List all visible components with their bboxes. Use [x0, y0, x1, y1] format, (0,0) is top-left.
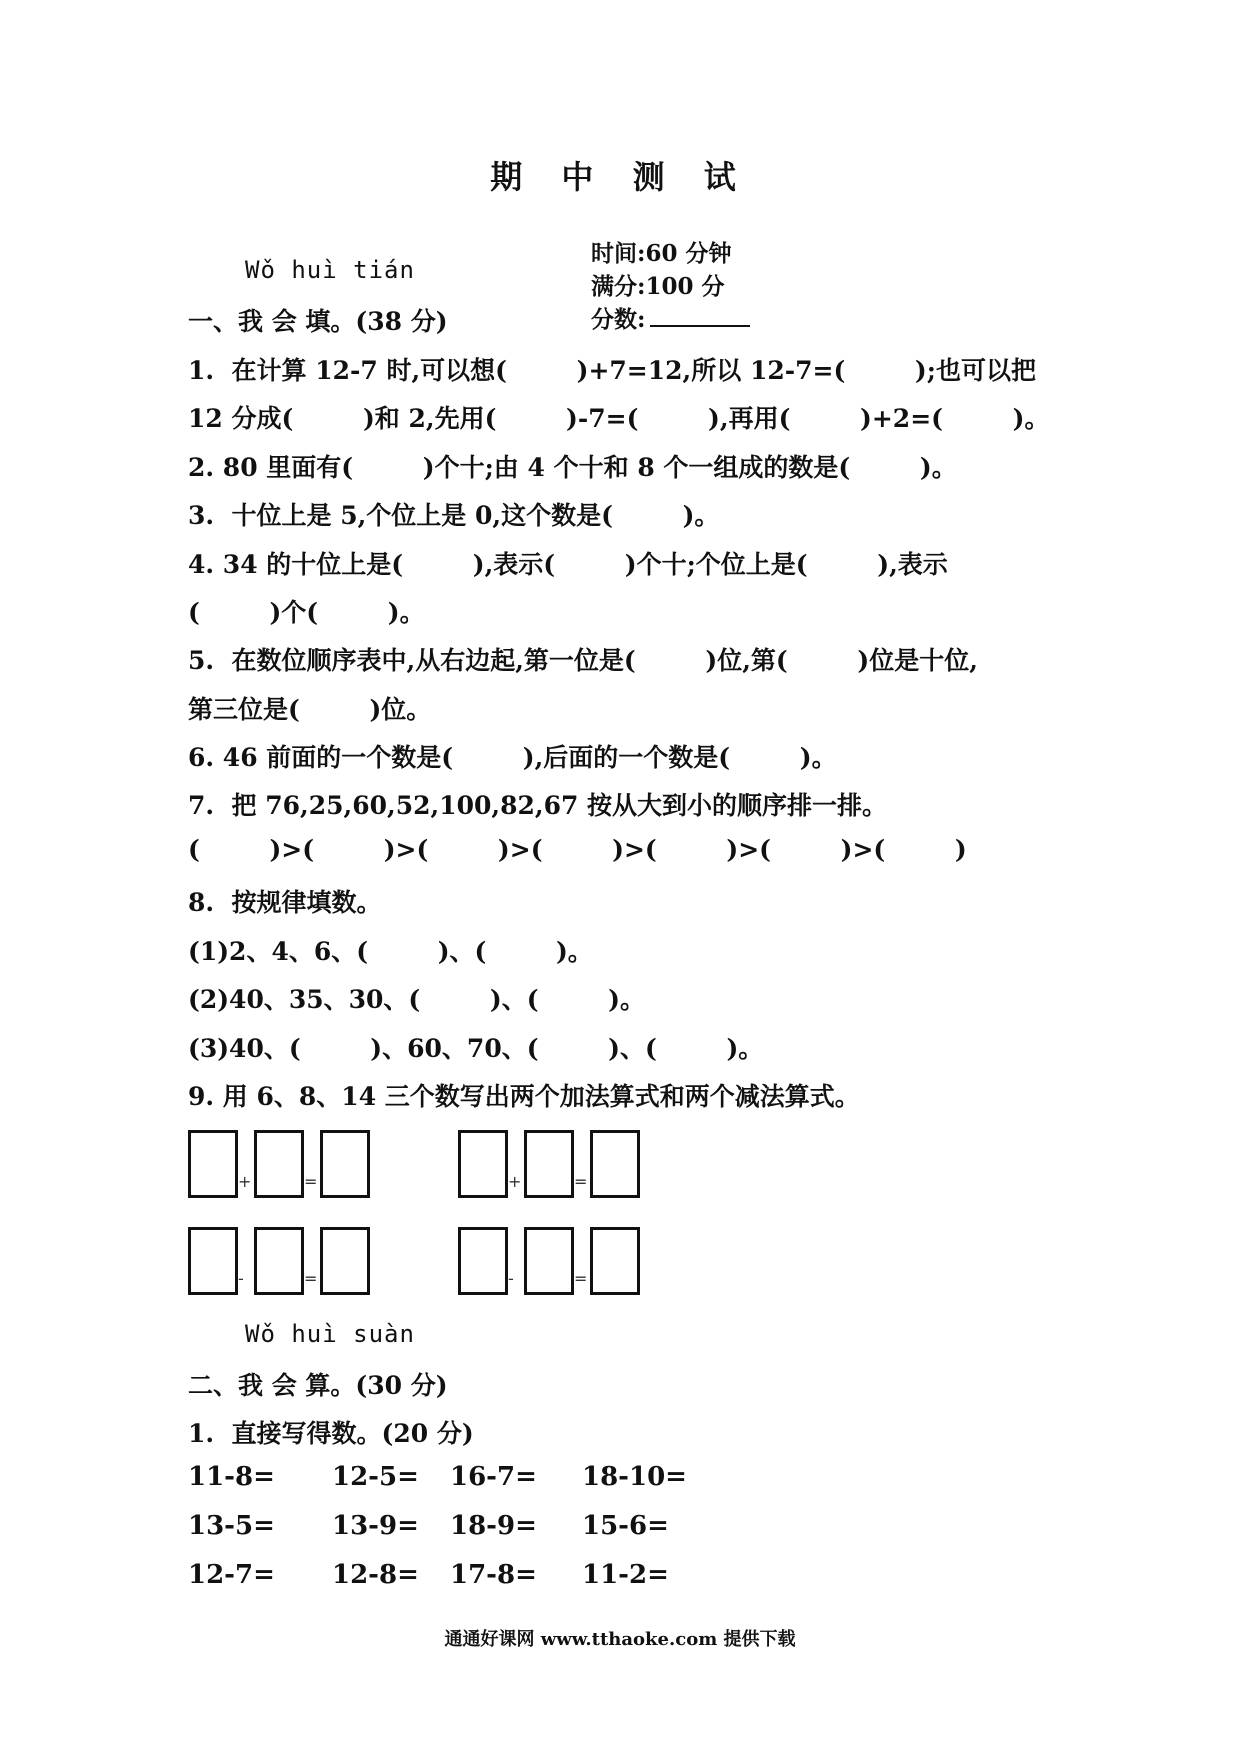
- question-line: 6. 46 前面的一个数是( ),后面的一个数是( )。: [188, 743, 837, 772]
- calc-item: 15-6=: [582, 1511, 669, 1541]
- calc-item: 12-7=: [188, 1560, 275, 1590]
- calc-item: 11-8=: [188, 1462, 275, 1492]
- question-line: 9. 用 6、8、14 三个数写出两个加法算式和两个减法算式。: [188, 1082, 860, 1111]
- time-info: 时间:60 分钟: [591, 240, 732, 267]
- question-line: ( )>( )>( )>( )>( )>( )>( ): [188, 835, 967, 864]
- plus-sign: +: [238, 1172, 252, 1191]
- question-line: 8. 按规律填数。: [188, 888, 382, 917]
- question-line: 第三位是( )位。: [188, 695, 432, 724]
- equals-sign: =: [574, 1172, 588, 1191]
- answer-box[interactable]: [590, 1227, 640, 1295]
- answer-box[interactable]: [458, 1130, 508, 1198]
- calc-item: 11-2=: [582, 1560, 669, 1590]
- calc-item: 13-5=: [188, 1511, 275, 1541]
- answer-box[interactable]: [590, 1130, 640, 1198]
- section1-heading: 一、我 会 填。(38 分): [188, 307, 448, 336]
- answer-box[interactable]: [254, 1227, 304, 1295]
- answer-box[interactable]: [524, 1227, 574, 1295]
- calc-item: 12-5=: [332, 1462, 419, 1492]
- calc-item: 18-9=: [450, 1511, 537, 1541]
- question-line: 2. 80 里面有( )个十;由 4 个十和 8 个一组成的数是( )。: [188, 453, 957, 482]
- minus-sign: -: [508, 1269, 514, 1288]
- equals-sign: =: [304, 1269, 318, 1288]
- section2-pinyin: Wǒ huì suàn: [245, 1320, 415, 1348]
- equals-sign: =: [574, 1269, 588, 1288]
- calc-item: 18-10=: [582, 1462, 687, 1492]
- equals-sign: =: [304, 1172, 318, 1191]
- answer-box[interactable]: [524, 1130, 574, 1198]
- question-line: 12 分成( )和 2,先用( )-7=( ),再用( )+2=( )。: [188, 404, 1050, 433]
- full-score-info: 满分:100 分: [591, 273, 725, 300]
- page-title: 期 中 测 试: [490, 158, 750, 196]
- question-line: 1. 在计算 12-7 时,可以想( )+7=12,所以 12-7=( );也可以把: [188, 356, 1036, 385]
- question-line: (1)2、4、6、( )、( )。: [188, 937, 593, 966]
- section1-pinyin: Wǒ huì tián: [245, 256, 415, 284]
- question-line: (3)40、( )、60、70、( )、( )。: [188, 1034, 764, 1063]
- calc-item: 17-8=: [450, 1560, 537, 1590]
- section2-heading: 二、我 会 算。(30 分): [188, 1371, 448, 1400]
- subquestion-heading: 1. 直接写得数。(20 分): [188, 1419, 474, 1448]
- answer-box[interactable]: [254, 1130, 304, 1198]
- score-label: 分数:: [591, 306, 646, 333]
- question-line: 5. 在数位顺序表中,从右边起,第一位是( )位,第( )位是十位,: [188, 646, 978, 675]
- answer-box[interactable]: [188, 1130, 238, 1198]
- calc-item: 16-7=: [450, 1462, 537, 1492]
- calc-item: 12-8=: [332, 1560, 419, 1590]
- minus-sign: -: [238, 1269, 244, 1288]
- question-line: 7. 把 76,25,60,52,100,82,67 按从大到小的顺序排一排。: [188, 791, 888, 820]
- answer-box[interactable]: [188, 1227, 238, 1295]
- question-line: ( )个( )。: [188, 598, 425, 627]
- answer-box[interactable]: [320, 1130, 370, 1198]
- footer-credit: 通通好课网 www.tthaoke.com 提供下载: [444, 1629, 796, 1650]
- answer-box[interactable]: [458, 1227, 508, 1295]
- answer-box[interactable]: [320, 1227, 370, 1295]
- question-line: 4. 34 的十位上是( ),表示( )个十;个位上是( ),表示: [188, 550, 948, 579]
- calc-item: 13-9=: [332, 1511, 419, 1541]
- question-line: (2)40、35、30、( )、( )。: [188, 985, 645, 1014]
- question-line: 3. 十位上是 5,个位上是 0,这个数是( )。: [188, 501, 720, 530]
- score-blank[interactable]: [650, 303, 750, 327]
- plus-sign: +: [508, 1172, 522, 1191]
- exam-meta: [575, 208, 756, 334]
